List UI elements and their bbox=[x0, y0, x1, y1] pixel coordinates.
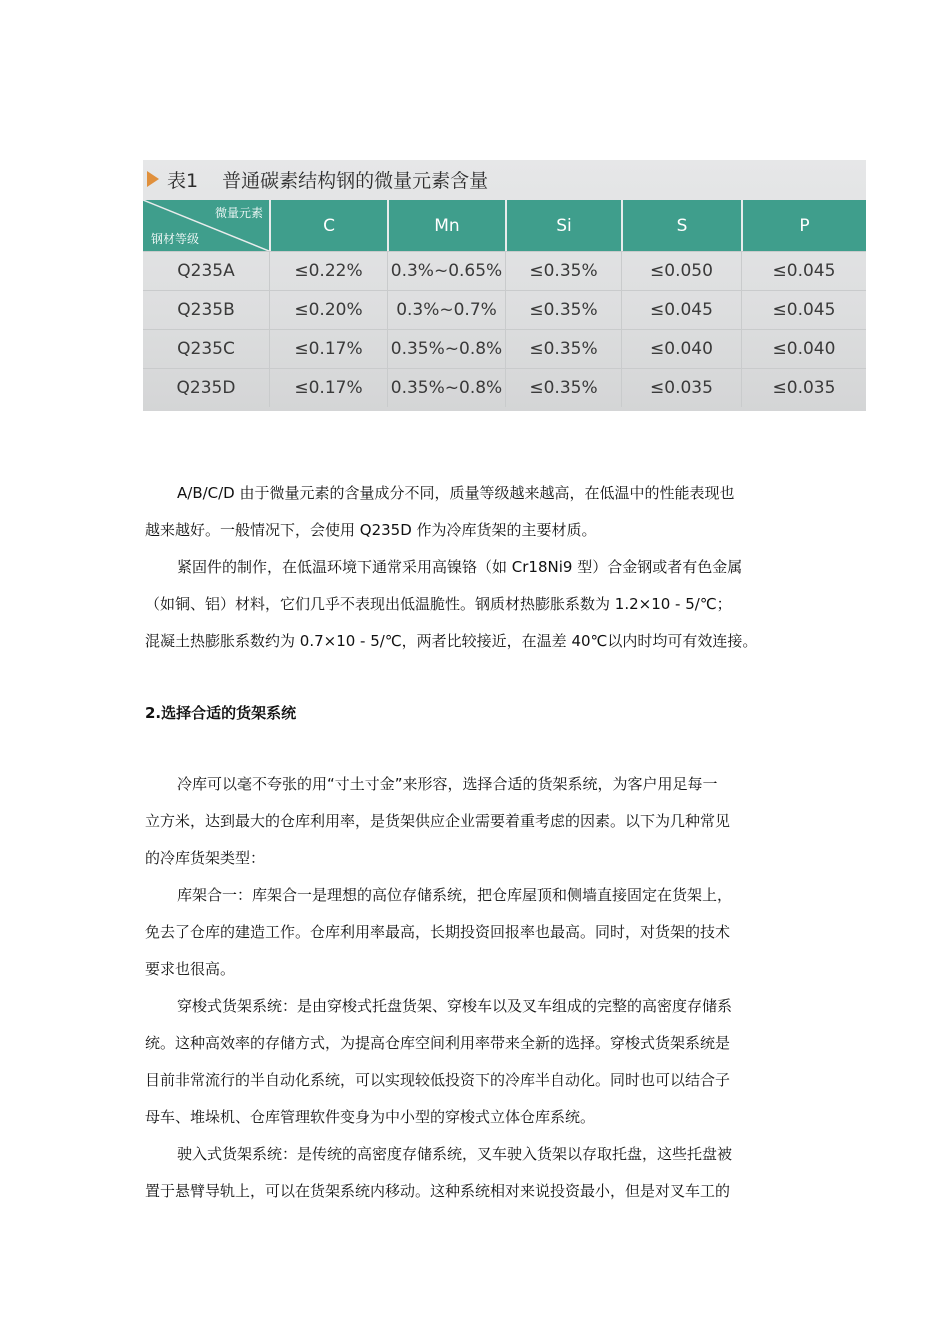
paragraph-line: 母车、堆垛机、仓库管理软件变身为中小型的穿梭式立体仓库系统。 bbox=[145, 1108, 596, 1126]
section-heading: 2.选择合适的货架系统 bbox=[145, 704, 297, 722]
paragraph-intro-rack-system bbox=[145, 766, 810, 877]
column-header-c: C bbox=[269, 200, 387, 251]
row-grade-cell: Q235A bbox=[177, 261, 235, 281]
paragraph-line: 紧固件的制作，在低温环境下通常采用高镍铬（如 Cr18Ni9 型）合金钢或者有色金属 bbox=[177, 558, 743, 576]
paragraph-line: A/B/C/D 由于微量元素的含量成分不同，质量等级越来越高，在低温中的性能表现也 bbox=[177, 484, 735, 502]
table-cell: ≤0.040 bbox=[621, 330, 741, 368]
paragraph-line: 要求也很高。 bbox=[145, 960, 236, 978]
paragraph-line: 统。这种高效率的存储方式，为提高仓库空间利用率带来全新的选择。穿梭式货架系统是 bbox=[145, 1034, 731, 1052]
table-cell: 0.35%~0.8% bbox=[387, 330, 505, 368]
steel-element-table-image bbox=[143, 160, 866, 411]
table-cell: ≤0.20% bbox=[269, 291, 387, 329]
table-row bbox=[143, 368, 866, 407]
paragraph-line: 驶入式货架系统：是传统的高密度存储系统，叉车驶入货架以存取托盘，这些托盘被 bbox=[177, 1145, 733, 1163]
table-corner-cell bbox=[143, 200, 269, 251]
paragraph-line: 立方米，达到最大的仓库利用率，是货架供应企业需要着重考虑的因素。以下为几种常见 bbox=[145, 812, 731, 830]
table-cell: ≤0.17% bbox=[269, 369, 387, 407]
paragraph-line: 免去了仓库的建造工作。仓库利用率最高，长期投资回报率也最高。同时，对货架的技术 bbox=[145, 923, 731, 941]
table-cell: ≤0.045 bbox=[621, 291, 741, 329]
table-cell: ≤0.050 bbox=[621, 252, 741, 290]
caption-arrow-icon bbox=[147, 171, 159, 187]
column-header-si: Si bbox=[505, 200, 621, 251]
column-header-mn: Mn bbox=[387, 200, 505, 251]
table-cell: ≤0.22% bbox=[269, 252, 387, 290]
paragraph-fasteners bbox=[145, 549, 810, 660]
table-row bbox=[143, 290, 866, 329]
table-cell: ≤0.045 bbox=[741, 252, 866, 290]
paragraph-line: 目前非常流行的半自动化系统，可以实现较低投资下的冷库半自动化。同时也可以结合子 bbox=[145, 1071, 731, 1089]
table-cell: ≤0.035 bbox=[741, 369, 866, 407]
table-row bbox=[143, 251, 866, 290]
table-caption bbox=[143, 160, 866, 198]
table-cell: ≤0.035 bbox=[621, 369, 741, 407]
column-header-s: S bbox=[621, 200, 741, 251]
paragraph-line: 冷库可以毫不夸张的用“寸土寸金”来形容，选择合适的货架系统，为客户用足每一 bbox=[177, 775, 718, 793]
row-grade-cell: Q235C bbox=[177, 339, 235, 359]
table-caption-number: 表1 bbox=[167, 169, 199, 192]
corner-label-elements: 微量元素 bbox=[214, 206, 263, 220]
paragraph-line: 穿梭式货架系统：是由穿梭式托盘货架、穿梭车以及叉车组成的完整的高密度存储系 bbox=[177, 997, 733, 1015]
table-header-row bbox=[143, 200, 866, 251]
table-caption-title: 普通碳素结构钢的微量元素含量 bbox=[222, 169, 489, 192]
table-cell: ≤0.35% bbox=[505, 330, 621, 368]
column-header-p: P bbox=[741, 200, 866, 251]
row-grade-cell: Q235B bbox=[177, 300, 235, 320]
table-cell: ≤0.17% bbox=[269, 330, 387, 368]
table-cell: ≤0.35% bbox=[505, 369, 621, 407]
paragraph-line: 越来越好。一般情况下，会使用 Q235D 作为冷库货架的主要材质。 bbox=[145, 521, 597, 539]
table-cell: ≤0.045 bbox=[741, 291, 866, 329]
paragraph-drive-in-rack bbox=[145, 1136, 810, 1210]
paragraph-line: 的冷库货架类型： bbox=[145, 849, 266, 867]
row-grade-cell: Q235D bbox=[176, 378, 236, 398]
paragraph-line: 置于悬臂导轨上，可以在货架系统内移动。这种系统相对来说投资最小，但是对叉车工的 bbox=[145, 1182, 731, 1200]
paragraph-line: 库架合一：库架合一是理想的高位存储系统，把仓库屋顶和侧墙直接固定在货架上， bbox=[177, 886, 733, 904]
table-cell: 0.3%~0.7% bbox=[387, 291, 505, 329]
table-cell: 0.35%~0.8% bbox=[387, 369, 505, 407]
table-cell: ≤0.040 bbox=[741, 330, 866, 368]
table-row bbox=[143, 329, 866, 368]
paragraph-line: （如铜、铝）材料，它们几乎不表现出低温脆性。钢质材热膨胀系数为 1.2×10 - 5/℃； bbox=[145, 595, 732, 613]
steel-element-table bbox=[143, 200, 866, 411]
paragraph-shuttle-rack bbox=[145, 988, 810, 1136]
paragraph-rack-supported-building bbox=[145, 877, 810, 988]
paragraph-line: 混凝土热膨胀系数约为 0.7×10 - 5/℃，两者比较接近，在温差 40℃以内时均可有效连接。 bbox=[145, 632, 758, 650]
table-cell: 0.3%~0.65% bbox=[387, 252, 505, 290]
table-cell: ≤0.35% bbox=[505, 291, 621, 329]
corner-label-grade: 钢材等级 bbox=[151, 232, 200, 246]
table-cell: ≤0.35% bbox=[505, 252, 621, 290]
paragraph-grade-quality bbox=[145, 475, 810, 549]
